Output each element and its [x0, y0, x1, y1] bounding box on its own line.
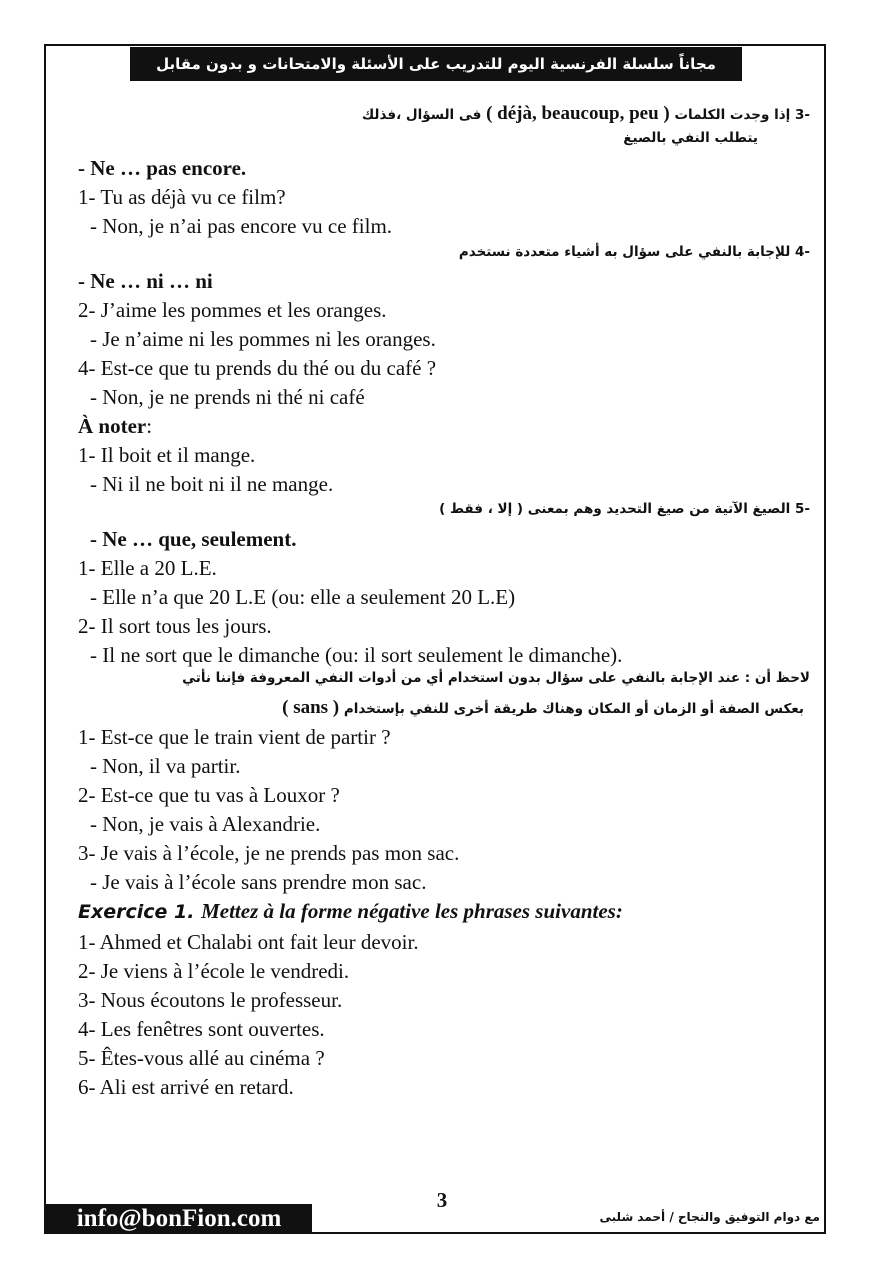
remark-sans-word: ( sans )	[282, 697, 340, 718]
exercise-item-6: 6- Ali est arrivé en retard.	[78, 1075, 294, 1099]
section4-line-4: - Non, je ne prends ni thé ni café	[90, 385, 365, 409]
exercise-instruction: Mettez à la forme négative les phrases suivantes:	[201, 899, 623, 923]
exercise-title: Exercice 1.	[78, 901, 195, 923]
example-line-4: - Non, je vais à Alexandrie.	[90, 812, 321, 836]
section5-line-4: - Il ne sort que le dimanche (ou: il sort seulement le dimanche).	[90, 643, 623, 667]
section4-form: - Ne … ni … ni	[78, 269, 213, 293]
section4-line-1: 2- J’aime les pommes et les oranges.	[78, 298, 387, 322]
footer-email: info@bonFion.com	[46, 1204, 312, 1234]
section3-heading-line2: يتطلب النفي بالصيغ	[623, 130, 758, 146]
section4-heading: -4 للإجابة بالنفي على سؤال به أشياء متعددة نستخدم	[458, 244, 810, 260]
section5-form: - Ne … que, seulement.	[90, 527, 297, 551]
section5-line-3: 2- Il sort tous les jours.	[78, 614, 272, 638]
example-line-3: 2- Est-ce que tu vas à Louxor ?	[78, 783, 340, 807]
example-line-5: 3- Je vais à l’école, je ne prends pas mon sac.	[78, 841, 460, 865]
remark-line-1: لاحظ أن : عند الإجابة بالنفي على سؤال بدون استخدام أي من أدوات النفي المعروفة فإننا نأتي	[182, 670, 810, 686]
section3-line-2: - Non, je n’ai pas encore vu ce film.	[90, 214, 393, 238]
note-heading: À noter:	[78, 414, 153, 438]
remark-line-2: بعكس الصفة أو الزمان أو المكان وهناك طريقة أخرى للنفي بإستخدام ( sans )	[282, 697, 804, 718]
example-line-1: 1- Est-ce que le train vient de partir ?	[78, 725, 391, 749]
exercise-item-2: 2- Je viens à l’école le vendredi.	[78, 959, 350, 983]
section3-form: - Ne … pas encore.	[78, 156, 247, 180]
section4-line-3: 4- Est-ce que tu prends du thé ou du café ?	[78, 356, 437, 380]
section3-heading: -3 إذا وجدت الكلمات ( déjà, beaucoup, peu ) فى السؤال ،فذلك	[361, 103, 810, 124]
section3-heading-words: ( déjà, beaucoup, peu )	[486, 103, 670, 124]
page-number: 3	[436, 1188, 448, 1212]
note-label: À noter	[78, 414, 147, 438]
header-banner	[130, 47, 742, 81]
section5-heading: -5 الصيغ الآتية من صيغ التحديد وهم بمعنى ( إلا ، فقط )	[439, 501, 810, 517]
section5-line-2: - Elle n’a que 20 L.E (ou: elle a seulement 20 L.E)	[90, 585, 516, 609]
section3-line-1: 1- Tu as déjà vu ce film?	[78, 185, 286, 209]
note-line-1: 1- Il boit et il mange.	[78, 443, 256, 467]
header-banner-text: مجاناً سلسلة الفرنسية اليوم للتدريب على الأسئلة والامتحانات و بدون مقابل	[156, 55, 716, 73]
note-line-2: - Ni il ne boit ni il ne mange.	[90, 472, 334, 496]
example-line-6: - Je vais à l’école sans prendre mon sac.	[90, 870, 427, 894]
exercise-item-3: 3- Nous écoutons le professeur.	[78, 988, 343, 1012]
section4-line-2: - Je n’aime ni les pommes ni les oranges.	[90, 327, 436, 351]
example-line-2: - Non, il va partir.	[90, 754, 241, 778]
exercise-item-1: 1- Ahmed et Chalabi ont fait leur devoir.	[78, 930, 419, 954]
exercise-item-4: 4- Les fenêtres sont ouvertes.	[78, 1017, 325, 1041]
exercise-item-5: 5- Êtes-vous allé au cinéma ?	[78, 1046, 325, 1070]
footer-credit: مع دوام التوفيق والنجاح / أحمد شلبى	[599, 1210, 820, 1224]
section5-line-1: 1- Elle a 20 L.E.	[78, 556, 217, 580]
exercise-heading	[78, 898, 623, 925]
